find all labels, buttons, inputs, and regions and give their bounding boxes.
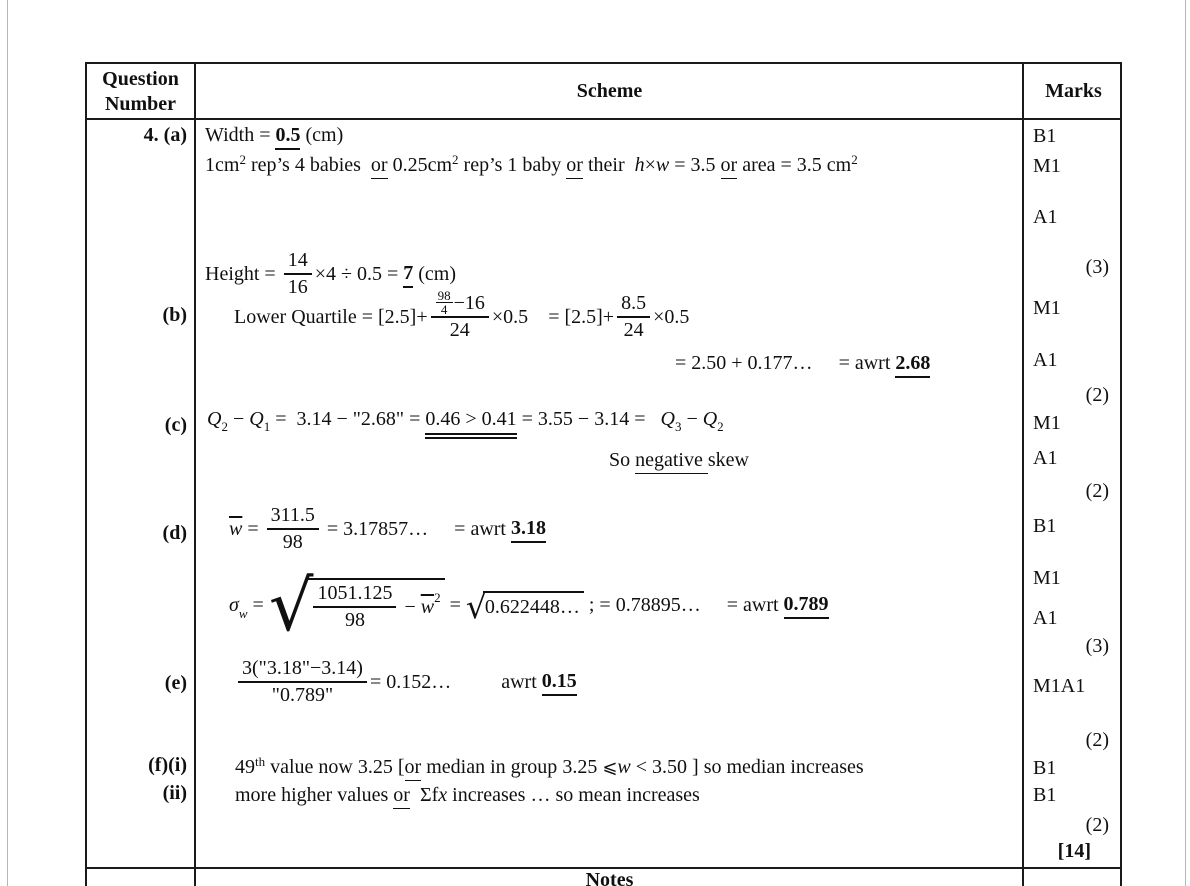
mark-total: [14] (1057, 840, 1091, 862)
a2-t3: 0.25cm (387, 154, 453, 176)
b1-open: [2.5]+ (378, 305, 428, 328)
d2-sqrt2 (465, 586, 584, 626)
a2-var-h: h (634, 154, 645, 176)
a1-answer-width: 0.5 (275, 122, 300, 150)
column-divider-scheme-marks (1022, 64, 1024, 886)
d1-answer-mean: 3.18 (511, 515, 546, 543)
a2-var-w: w (655, 154, 670, 176)
scheme-line-b2 (675, 350, 930, 378)
header-marks: Marks (1045, 80, 1102, 102)
d1-eq: = (242, 518, 264, 540)
a2-t5: their (582, 154, 635, 176)
d1-awrt: = awrt (454, 518, 511, 540)
a2-t4: rep’s 1 baby (458, 154, 567, 176)
e1-numerator: 3("3.18"−3.14) (238, 656, 367, 683)
f2-t3: increases … so mean increases (447, 784, 700, 806)
question-number-fi: (f)(i) (148, 754, 187, 776)
f1-t1: 49 (235, 756, 255, 778)
f2-t1: more higher values (235, 784, 394, 806)
f2-t2: Σf (409, 784, 439, 806)
a1-text: Width = (205, 124, 276, 146)
c1-minus2: − (681, 408, 703, 430)
page-right-edge (1185, 0, 1186, 886)
mark-d-a1: A1 (1033, 607, 1058, 629)
c1-sub2b: 2 (717, 419, 724, 434)
scheme-line-a1 (205, 122, 343, 150)
a2-times: × (644, 154, 656, 176)
f1-leq-sign: ⩽ (602, 757, 618, 778)
b2-answer-lq: 2.68 (895, 350, 930, 378)
f1-m3: < 3.50 ] (630, 756, 699, 778)
a2-or3: or (721, 152, 738, 179)
mark-count-c: (2) (1085, 480, 1109, 502)
d2-eq2: = (444, 594, 466, 616)
c1-key-inequality: 0.46 > 0.41 (425, 406, 516, 439)
d2-numerator: 1051.125 (313, 581, 396, 608)
b1-num-rest: −16 (453, 291, 485, 314)
scheme-line-d1 (229, 503, 546, 555)
b1-fraction2 (617, 291, 650, 343)
c1-sub2: 2 (221, 419, 228, 434)
a3-denominator: 16 (287, 276, 308, 298)
b1-mult2: ×0.5 (653, 305, 690, 328)
f2-var-x: x (438, 784, 448, 806)
scheme-line-c1 (207, 406, 724, 439)
radical-icon: √ (465, 586, 487, 626)
f1-m1: 3.25 (562, 756, 603, 778)
a3-numerator: 14 (284, 248, 312, 275)
scheme-line-e1 (235, 656, 577, 708)
mark-scheme-table (85, 62, 1122, 886)
b1-denominator2: 24 (623, 318, 644, 341)
d2-fraction (313, 581, 396, 633)
f1-var-w: w (617, 756, 631, 778)
d2-answer-sd: 0.789 (784, 591, 829, 619)
question-number-b: (b) (162, 304, 187, 326)
radical-icon: √ (268, 565, 314, 647)
mark-b-a1: A1 (1033, 349, 1058, 371)
b1-label: Lower Quartile = (234, 305, 379, 328)
a2-t6: = 3.5 (669, 154, 721, 176)
b2-eq: = 2.50 + 0.177… (675, 352, 813, 374)
mark-a-m1: M1 (1033, 155, 1061, 177)
d2-sqrt1-body (308, 578, 444, 633)
b1-fraction1 (431, 290, 489, 343)
scheme-line-f2 (235, 782, 700, 809)
c1-q2: Q (207, 408, 222, 430)
c2-negative: negative (635, 447, 708, 474)
a2-sup1: 2 (239, 152, 246, 167)
d2-wbar-sq: 2 (434, 589, 441, 605)
d1-result: = 3.17857… (321, 518, 429, 540)
c1-eq: = 3.14 − "2.68" = (270, 408, 426, 430)
f1-t3: median in group (421, 756, 563, 778)
mark-count-a: (3) (1085, 256, 1109, 278)
d1-denominator: 98 (282, 531, 303, 553)
d2-root2-value: 0.622448… (484, 595, 580, 618)
b1-eq2: = [2.5]+ (548, 305, 615, 328)
e1-fraction (238, 656, 367, 708)
mark-fii-b1: B1 (1033, 784, 1057, 806)
d2-awrt: = awrt (726, 594, 784, 616)
b1-inner-den: 4 (440, 302, 448, 317)
mark-count-d: (3) (1085, 635, 1109, 657)
header-question-line1: Question (102, 68, 179, 90)
d2-sigma-sub: w (238, 606, 248, 621)
mark-fi-b1: B1 (1033, 757, 1057, 779)
e1-denominator: "0.789" (271, 684, 334, 706)
scheme-line-c2 (609, 447, 749, 474)
d2-sqrt1 (268, 565, 445, 647)
question-number-d: (d) (162, 522, 187, 544)
d1-numerator: 311.5 (267, 503, 319, 530)
mark-a-a1: A1 (1033, 206, 1058, 228)
b1-inner-fraction (436, 290, 453, 316)
mark-b-m1: M1 (1033, 297, 1061, 319)
a3-mid: ×4 ÷ 0.5 = (314, 263, 404, 285)
e1-result: = 0.152… (369, 671, 452, 693)
c1-q3: Q (660, 408, 675, 430)
c1-eq2: = 3.55 − 3.14 = (516, 408, 661, 430)
f1-t4: so median increases (698, 756, 864, 778)
mark-c-m1: M1 (1033, 412, 1061, 434)
f2-or: or (393, 782, 410, 809)
b2-awrt: = awrt (838, 352, 896, 374)
a2-sup3: 2 (851, 152, 858, 167)
c1-sub3: 3 (674, 419, 682, 434)
mark-c-a1: A1 (1033, 447, 1058, 469)
b1-inner-num: 98 (437, 288, 451, 303)
b1-numerator2: 8.5 (617, 291, 650, 318)
page-left-edge (7, 0, 8, 886)
f1-sup-th: th (255, 754, 266, 769)
a3-answer-height: 7 (403, 260, 413, 288)
a2-t1: 1cm (205, 154, 240, 176)
question-number-e: (e) (164, 672, 187, 694)
mark-d-b1: B1 (1033, 515, 1057, 537)
c2-so: So (609, 449, 636, 471)
d1-fraction (267, 503, 319, 555)
mark-count-b: (2) (1085, 384, 1109, 406)
header-question-line2: Number (104, 93, 177, 115)
mark-e-m1a1: M1A1 (1033, 675, 1086, 697)
b1-denominator1: 24 (449, 319, 470, 341)
d2-result: ; = 0.78895… (583, 594, 701, 616)
c1-minus: − (227, 408, 250, 430)
d2-wbar: $\overline{w}$ (420, 595, 435, 618)
c1-sub1: 1 (263, 419, 271, 434)
e1-answer-skewcoeff: 0.15 (542, 668, 577, 696)
b1-mult1: ×0.5 (491, 305, 529, 328)
mark-a-b1: B1 (1033, 125, 1057, 147)
a2-t7: area = 3.5 cm (737, 154, 852, 176)
mark-count-f: (2) (1085, 814, 1109, 836)
scheme-line-d2 (229, 565, 829, 647)
mark-count-e: (2) (1085, 729, 1109, 751)
header-question-number (87, 67, 194, 117)
a2-t2: rep’s 4 babies (245, 154, 371, 176)
e1-awrt: awrt (501, 671, 542, 693)
f1-t2: value now 3.25 [ (265, 756, 405, 778)
d2-sqrt2-body (483, 591, 584, 620)
header-row-divider (87, 118, 1120, 120)
a2-or1: or (371, 152, 388, 179)
question-number-fii: (ii) (162, 782, 187, 804)
f1-or: or (405, 754, 422, 781)
notes-heading: Notes (585, 869, 634, 886)
d2-minus: − (399, 595, 421, 618)
d2-eq: = (247, 594, 269, 616)
header-scheme: Scheme (576, 80, 643, 102)
scheme-line-b1 (234, 290, 689, 343)
a3-unit: (cm) (413, 263, 457, 285)
d2-sigma: σ (229, 594, 239, 616)
c1-q2b: Q (702, 408, 718, 430)
b1-numerator1 (431, 290, 489, 318)
question-number-c: (c) (164, 414, 187, 436)
c1-q1: Q (249, 408, 264, 430)
scheme-line-f1 (235, 754, 864, 782)
a2-or2: or (566, 152, 583, 179)
a2-sup2: 2 (452, 152, 459, 167)
a1-unit: (cm) (300, 124, 344, 146)
d2-denominator: 98 (344, 608, 365, 631)
question-number-4a: 4. (a) (143, 124, 187, 146)
scheme-line-a2 (205, 152, 858, 180)
a3-label: Height = (205, 263, 281, 285)
mark-d-m1: M1 (1033, 567, 1061, 589)
d1-wbar: $\overline{w}$ (229, 518, 243, 540)
c2-skew: skew (707, 449, 749, 471)
